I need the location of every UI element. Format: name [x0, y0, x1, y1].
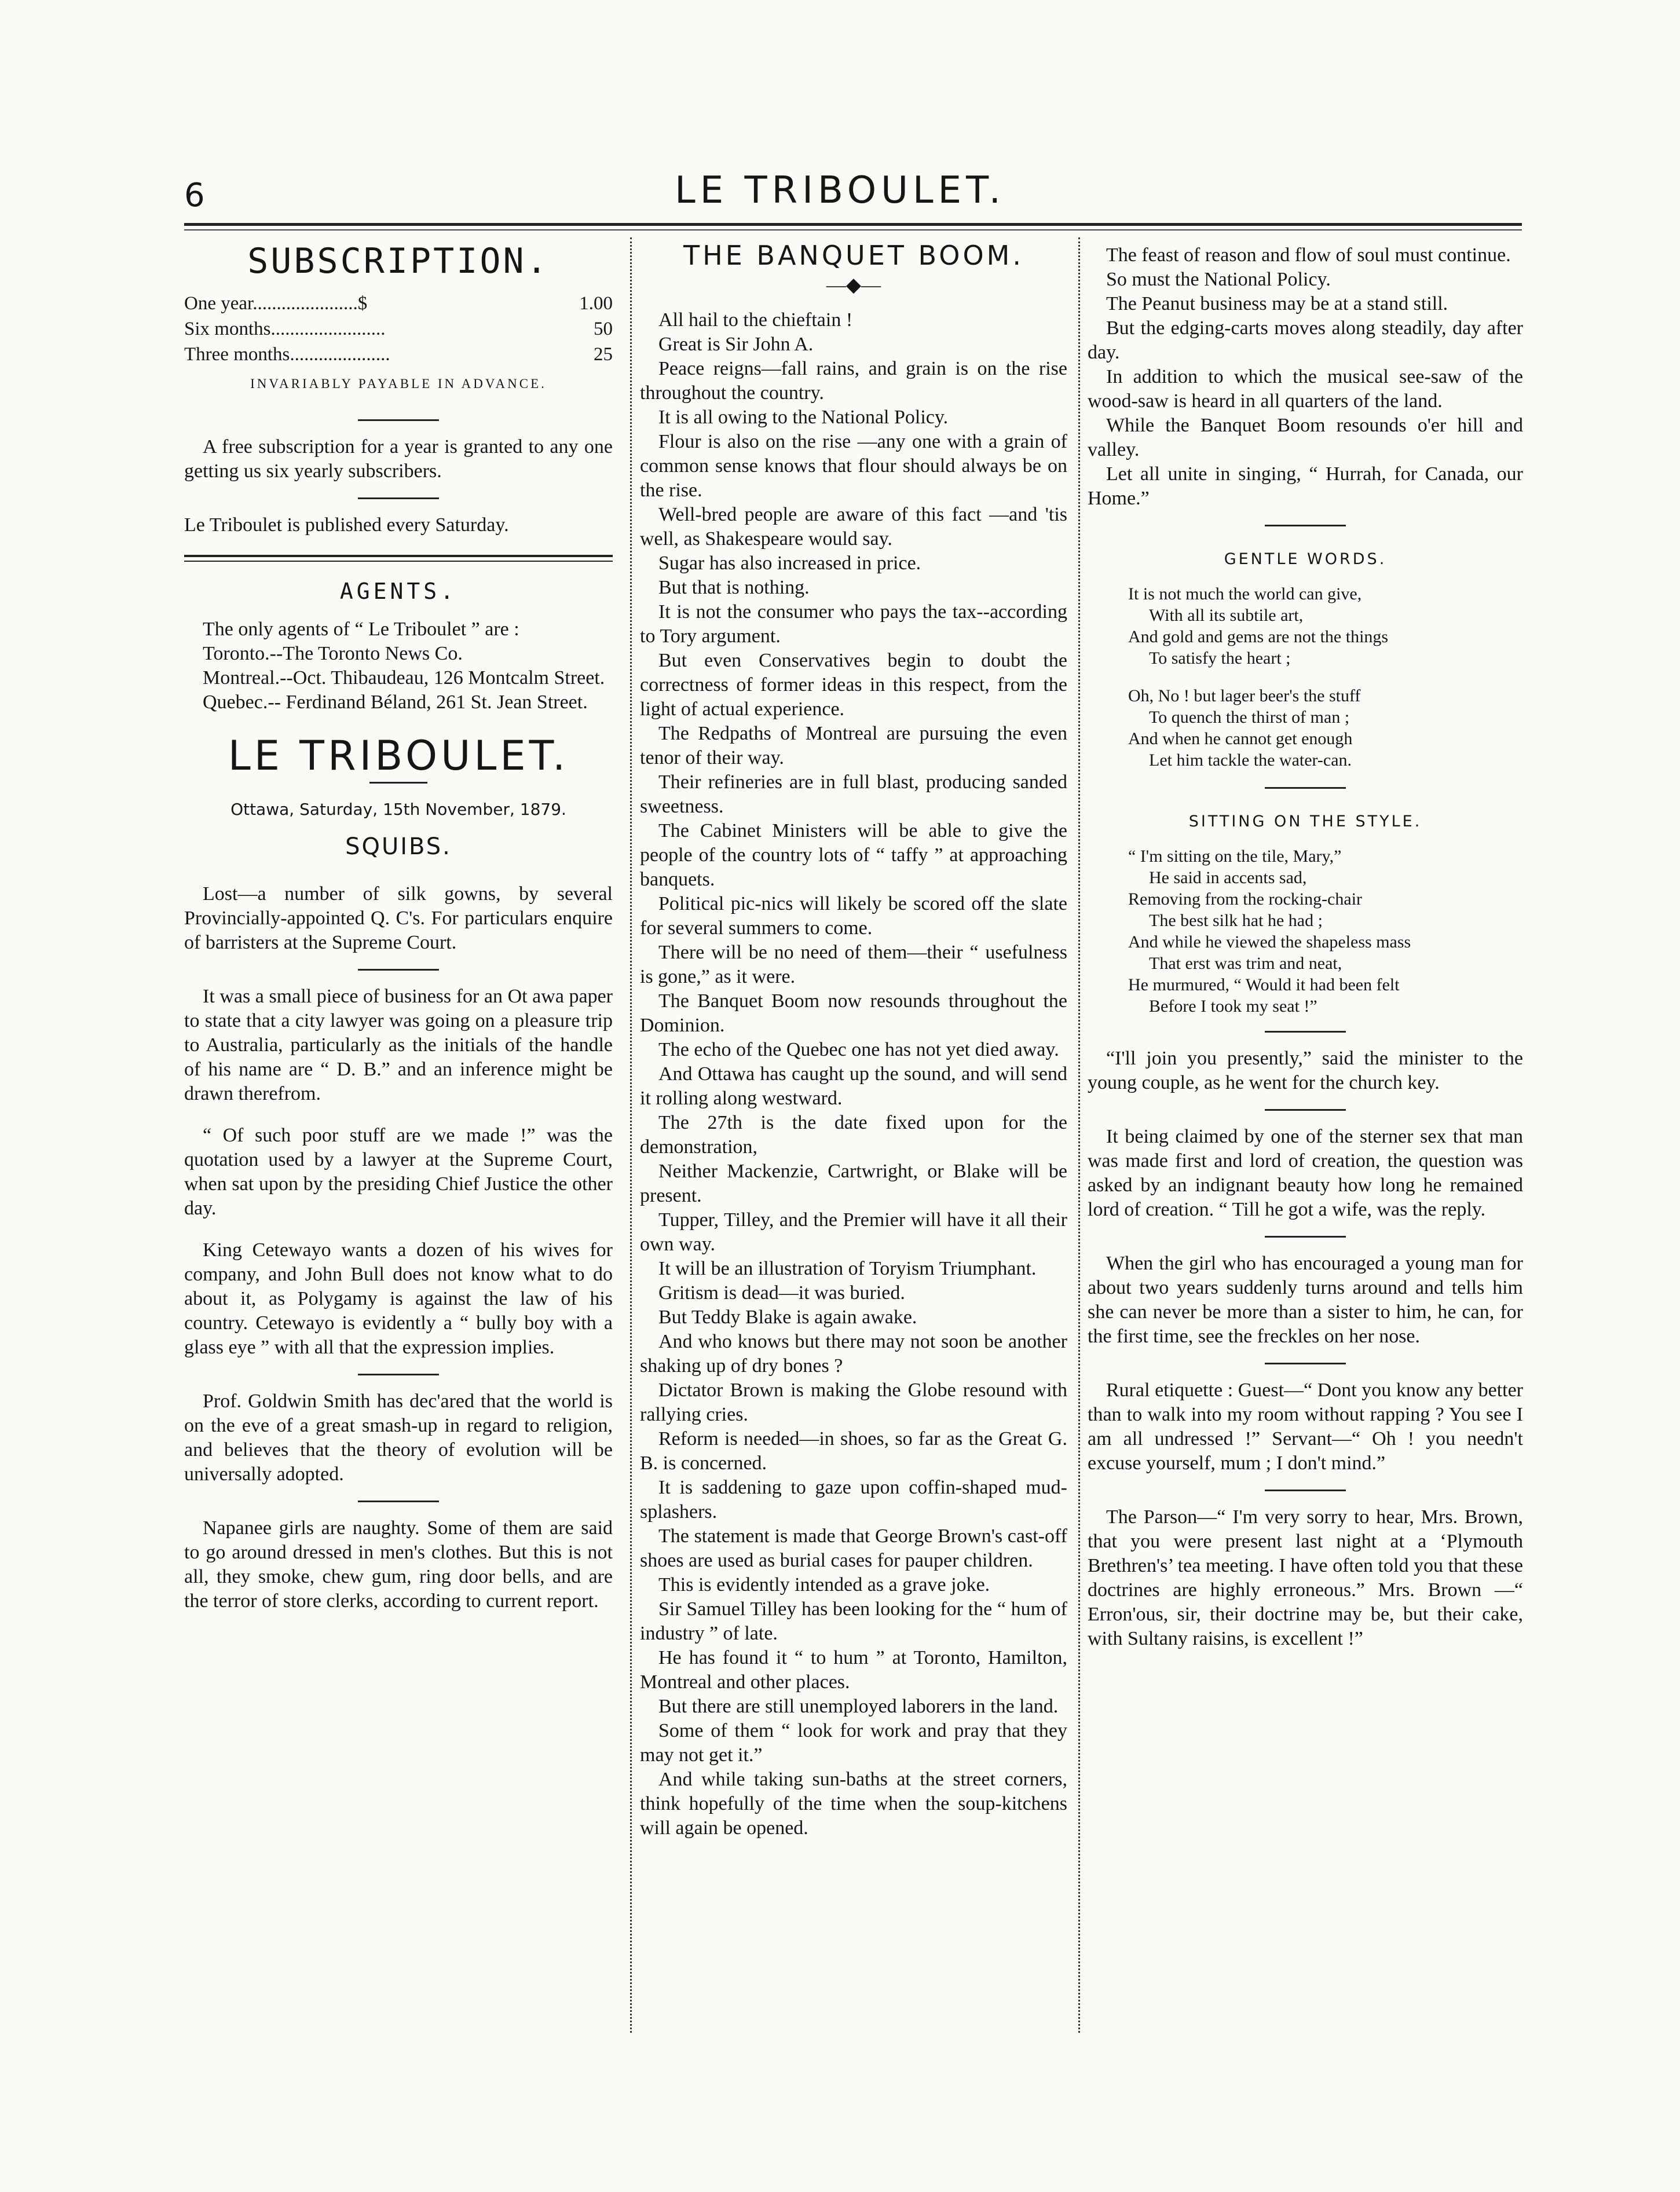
poem-line: And when he cannot get enough — [1128, 729, 1353, 748]
header-rule — [184, 223, 1522, 226]
separator — [358, 1501, 439, 1502]
poem-line: He murmured, “ Would it had been felt — [1128, 975, 1400, 994]
article-paragraph: And who knows but there may not soon be another shaking up of dry bones ? — [640, 1331, 1067, 1377]
article-paragraph: The Peanut business may be at a stand still. — [1106, 293, 1448, 314]
separator — [369, 782, 427, 784]
squib-item: It was a small piece of business for an Ot awa paper to state that a city lawyer was going on a pleasure trip to Australia, particularly as the initials of the handle of his name are “ D. B.” and an inference might be drawn therefrom. — [184, 986, 613, 1104]
column-divider — [630, 237, 632, 2033]
free-subscription-offer: A free subscription for a year is granted to any one getting us six yearly subscribers. — [184, 436, 613, 482]
article-paragraph: But there are still unemployed laborers in the land. — [658, 1696, 1059, 1717]
rate-list — [184, 291, 613, 367]
poem-line: Oh, No ! but lager beer's the stuff — [1128, 686, 1361, 705]
poem-stanza — [1128, 583, 1523, 669]
poem-title: GENTLE WORDS. — [1224, 550, 1387, 568]
subscription-heading: SUBSCRIPTION. — [247, 241, 550, 281]
header-rule-thin — [184, 229, 1522, 230]
article-paragraph: It will be an illustration of Toryism Triumphant. — [658, 1258, 1037, 1279]
separator — [358, 419, 439, 421]
article-paragraph: Political pic-nics will likely be scored off the slate for several summers to come. — [640, 893, 1067, 939]
article-paragraph: It is saddening to gaze upon coffin-shaped mud-splashers. — [640, 1477, 1067, 1523]
left-column — [184, 243, 613, 1613]
article-paragraph: And while taking sun-baths at the street corners, think hopefully of the time when the soup-kitchens will again be opened. — [640, 1769, 1067, 1839]
agents-heading: AGENTS. — [339, 579, 457, 604]
column-divider — [1078, 237, 1080, 2033]
article-paragraph: This is evidently intended as a grave joke. — [658, 1574, 990, 1595]
separator — [358, 1374, 439, 1375]
banquet-article — [640, 308, 1067, 1840]
banquet-heading: THE BANQUET BOOM. — [683, 240, 1024, 271]
squib-item: “ Of such poor stuff are we made !” was the quotation used by a lawyer at the Supreme Court, when sat upon by the presiding Chief Justice the other day. — [184, 1125, 613, 1219]
article-paragraph: Neither Mackenzie, Cartwright, or Blake will be present. — [640, 1161, 1067, 1206]
rate-value: 50 — [594, 319, 613, 339]
publication-notice: Le Triboulet is published every Saturday. — [184, 514, 509, 536]
poem-stanza — [1128, 685, 1523, 771]
rate-row — [184, 342, 613, 367]
article-paragraph: Flour is also on the rise —any one with a grain of common sense knows that flour should always be on the rise. — [640, 431, 1067, 501]
squib-item: The Parson—“ I'm very sorry to hear, Mrs. Brown, that you were present last night at a ‘Plymouth Brethren's’ tea meeting. I have often told you that these doctrines are highly erroneous.” Mrs. Brown —“ Erron'ous, sir, their doctrine may be, but their cake, with Sultany raisins, is excellent !” — [1088, 1506, 1523, 1649]
poem-line: That erst was trim and neat, — [1149, 954, 1342, 973]
right-column — [1088, 243, 1523, 1651]
article-paragraph: But Teddy Blake is again awake. — [658, 1307, 917, 1328]
article-paragraph: Sir Samuel Tilley has been looking for the “ hum of industry ” of late. — [640, 1598, 1067, 1644]
article-paragraph: The Redpaths of Montreal are pursuing the even tenor of their way. — [640, 723, 1067, 769]
running-title: LE TRIBOULET. — [675, 169, 1005, 212]
rate-value: 25 — [594, 344, 613, 365]
poem-title: SITTING ON THE STYLE. — [1188, 813, 1422, 830]
separator — [1265, 1236, 1346, 1238]
rate-row — [184, 291, 613, 316]
squib-item: King Cetewayo wants a dozen of his wives for company, and John Bull does not know what to do about it, as Polygamy is against the law of his country. Cetewayo is evidently a “ bully boy with a glass eye ” with all that the expression implies. — [184, 1239, 613, 1358]
poem-line: Before I took my seat !” — [1149, 997, 1317, 1016]
article-paragraph: He has found it “ to hum ” at Toronto, Hamilton, Montreal and other places. — [640, 1647, 1067, 1693]
article-paragraph: But the edging-carts moves along steadily, day after day. — [1088, 317, 1523, 363]
article-paragraph: All hail to the chieftain ! — [658, 309, 853, 331]
rate-value: 1.00 — [579, 293, 613, 314]
rate-label: Three months..................... — [184, 344, 390, 365]
article-paragraph: Well-bred people are aware of this fact —and 'tis well, as Shakespeare would say. — [640, 504, 1067, 550]
page-number: 6 — [184, 177, 205, 214]
article-paragraph: It is not the consumer who pays the tax--according to Tory argument. — [640, 601, 1067, 647]
middle-column — [640, 240, 1067, 1840]
squib-item: When the girl who has encouraged a young man for about two years suddenly turns around and tells him she can never be more than a sister to him, he can, for the first time, see the freckles on her nose. — [1088, 1253, 1523, 1347]
article-paragraph: While the Banquet Boom resounds o'er hill and valley. — [1088, 415, 1523, 460]
article-paragraph: Great is Sir John A. — [658, 334, 814, 355]
article-paragraph: Their refineries are in full blast, producing sanded sweetness. — [640, 771, 1067, 817]
poem-line: To satisfy the heart ; — [1149, 649, 1291, 668]
section-rule — [184, 555, 613, 562]
squibs-heading: SQUIBS. — [345, 833, 452, 860]
article-paragraph: Some of them “ look for work and pray that they may not get it.” — [640, 1720, 1067, 1766]
rate-row — [184, 316, 613, 342]
poem-line: It is not much the world can give, — [1128, 584, 1362, 603]
squib-item: Prof. Goldwin Smith has dec'ared that the world is on the eve of a great smash-up in regard to religion, and believes that the theory of evolution will be universally adopted. — [184, 1390, 613, 1485]
dateline: Ottawa, Saturday, 15th November, 1879. — [230, 800, 566, 819]
separator — [1265, 1363, 1346, 1364]
article-paragraph: Gritism is dead—it was buried. — [658, 1282, 905, 1304]
article-paragraph: Tupper, Tilley, and the Premier will have it all their own way. — [640, 1209, 1067, 1255]
masthead-title: LE TRIBOULET. — [228, 732, 569, 780]
article-paragraph: There will be no need of them—their “ usefulness is gone,” as it were. — [640, 942, 1067, 987]
poem-line: Let him tackle the water-can. — [1149, 751, 1352, 770]
squib-item: Napanee girls are naughty. Some of them are said to go around dressed in men's clothes. But this is not all, they smoke, chew gum, ring door bells, and are the terror of store clerks, according to current report. — [184, 1517, 613, 1612]
separator — [1265, 1109, 1346, 1111]
rate-label: Six months........................ — [184, 319, 386, 339]
squib-item: It being claimed by one of the sterner sex that man was made first and lord of creation, the question was asked by an indignant beauty how long he remained lord of creation. “ Till he got a wife, was the reply. — [1088, 1126, 1523, 1220]
poem-line: And gold and gems are not the things — [1128, 627, 1389, 646]
article-paragraph: The Banquet Boom now resounds throughout the Dominion. — [640, 990, 1067, 1036]
separator — [1265, 525, 1346, 526]
separator — [1265, 1490, 1346, 1491]
article-paragraph: Sugar has also increased in price. — [658, 552, 921, 574]
agent-entry: Toronto.--The Toronto News Co. — [203, 643, 463, 664]
poem-sitting-on-the-style — [1128, 846, 1523, 1017]
payment-notice: INVARIABLY PAYABLE IN ADVANCE. — [250, 376, 547, 391]
article-paragraph: The echo of the Quebec one has not yet died away. — [658, 1039, 1059, 1060]
article-paragraph: The statement is made that George Brown's cast-off shoes are used as burial cases for pauper children. — [640, 1525, 1067, 1571]
poem-line: And while he viewed the shapeless mass — [1128, 932, 1411, 952]
article-paragraph: But that is nothing. — [658, 577, 810, 598]
separator — [358, 969, 439, 971]
ornament: —◆— — [826, 275, 881, 296]
article-paragraph: And Ottawa has caught up the sound, and will send it rolling along westward. — [640, 1063, 1067, 1109]
poem-line: To quench the thirst of man ; — [1149, 708, 1350, 727]
article-paragraph: Let all unite in singing, “ Hurrah, for Canada, our Home.” — [1088, 463, 1523, 509]
article-paragraph: The 27th is the date fixed upon for the demonstration, — [640, 1112, 1067, 1158]
separator — [1265, 787, 1346, 789]
agent-entry: Montreal.--Oct. Thibaudeau, 126 Montcalm Street. — [203, 667, 605, 689]
poem-line: He said in accents sad, — [1149, 868, 1307, 887]
separator — [1265, 1031, 1346, 1033]
poem-gentle-words — [1128, 583, 1523, 771]
poem-line: The best silk hat he had ; — [1149, 911, 1323, 930]
article-paragraph: Peace reigns—fall rains, and grain is on the rise throughout the country. — [640, 358, 1067, 404]
separator — [358, 497, 439, 499]
article-paragraph: It is all owing to the National Policy. — [658, 407, 949, 428]
agent-entry: Quebec.-- Ferdinand Béland, 261 St. Jean Street. — [203, 691, 588, 713]
article-paragraph: Dictator Brown is making the Globe resound with rallying cries. — [640, 1379, 1067, 1425]
article-paragraph: In addition to which the musical see-saw of the wood-saw is heard in all quarters of the land. — [1088, 366, 1523, 412]
poem-line: Removing from the rocking-chair — [1128, 890, 1363, 909]
squib-item: “I'll join you presently,” said the minister to the young couple, as he went for the church key. — [1088, 1048, 1523, 1093]
article-paragraph: But even Conservatives begin to doubt the correctness of former ideas in this respect, from the light of actual experience. — [640, 650, 1067, 720]
squib-item: Lost—a number of silk gowns, by several Provincially-appointed Q. C's. For particulars enquire of barristers at the Supreme Court. — [184, 883, 613, 953]
poem-line: “ I'm sitting on the tile, Mary,” — [1128, 847, 1342, 866]
banquet-continued — [1088, 243, 1523, 511]
rate-label: One year......................$ — [184, 293, 368, 314]
poem-line: With all its subtile art, — [1149, 606, 1304, 625]
article-paragraph: The Cabinet Ministers will be able to give the people of the country lots of “ taffy ” at approaching banquets. — [640, 820, 1067, 890]
agents-intro: The only agents of “ Le Triboulet ” are : — [203, 619, 519, 640]
squib-item: Rural etiquette : Guest—“ Dont you know any better than to walk into my room without rapping ? You see I am all undressed !” Servant—“ Oh ! you needn't excuse yourself, mum ; I don't mind.” — [1088, 1379, 1523, 1474]
article-paragraph: The feast of reason and flow of soul must continue. — [1106, 244, 1511, 266]
article-paragraph: Reform is needed—in shoes, so far as the Great G. B. is concerned. — [640, 1428, 1067, 1474]
article-paragraph: So must the National Policy. — [1106, 269, 1331, 290]
